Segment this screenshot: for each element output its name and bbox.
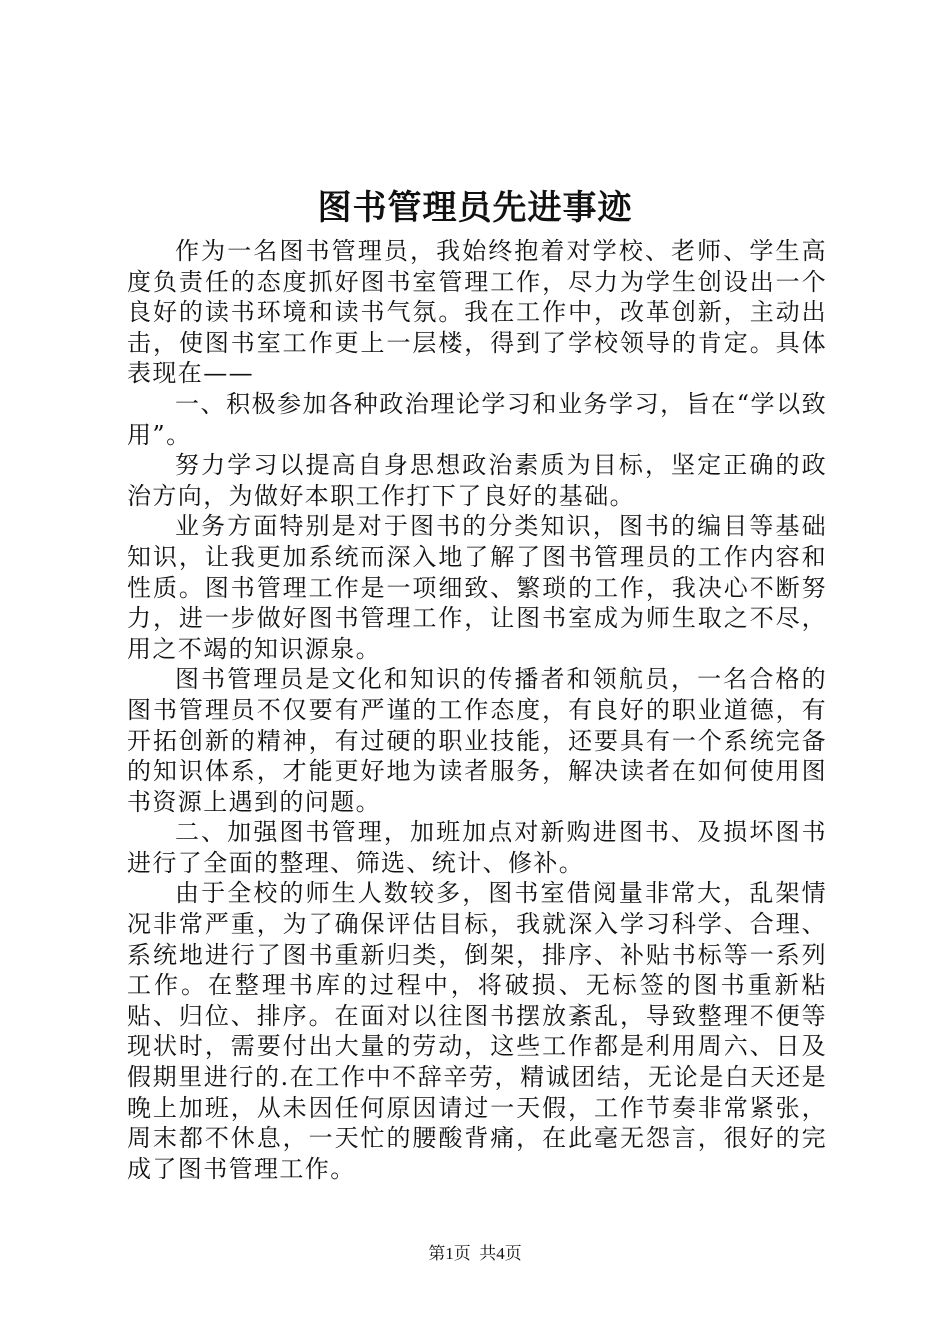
paragraph-librarian-role: 图书管理员是文化和知识的传播者和领航员，一名合格的图书管理员不仅要有严谨的工作态度，有良好的职业道德，有开拓创新的精神，有过硬的职业技能，还要具有一个系统完备的知识体系，才能更好地为读者服务，解决读者在如何使用图书资源上遇到的问题。: [127, 665, 827, 816]
paragraph-study: 努力学习以提高自身思想政治素质为目标，坚定正确的政治方向，为做好本职工作打下了良好的基础。: [127, 451, 827, 510]
paragraph-section-two-heading: 二、加强图书管理，加班加点对新购进图书、及损坏图书进行了全面的整理、筛选、统计、修补。: [127, 818, 827, 877]
page-footer: [0, 1243, 950, 1265]
paragraph-section-one-heading: 一、积极参加各种政治理论学习和业务学习，旨在“学以致用”。: [127, 389, 827, 449]
document-title: 图书管理员先进事迹: [317, 188, 633, 228]
paragraph-reorganization: 由于全校的师生人数较多，图书室借阅量非常大，乱架情况非常严重，为了确保评估目标，我就深入学习科学、合理、系统地进行了图书重新归类，倒架，排序、补贴书标等一系列工作。在整理书库的过程中，将破损、无标签的图书重新粘贴、归位、排序。在面对以往图书摆放紊乱，导致整理不便等现状时，需要付出大量的劳动，这些工作都是利用周六、日及假期里进行的.在工作中不辞辛劳，精诚团结，无论是白天还是晚上加班，从未因任何原因请过一天假，工作节奏非常紧张，周末都不休息，一天忙的腰酸背痛，在此毫无怨言，很好的完成了图书管理工作。: [127, 879, 827, 1183]
document-body: [127, 236, 827, 1184]
paragraph-business: 业务方面特别是对于图书的分类知识，图书的编目等基础知识，让我更加系统而深入地了解了图书管理员的工作内容和性质。图书管理工作是一项细致、繁琐的工作，我决心不断努力，进一步做好图书管理工作，让图书室成为师生取之不尽，用之不竭的知识源泉。: [127, 512, 827, 663]
paragraph-intro: 作为一名图书管理员，我始终抱着对学校、老师、学生高度负责任的态度抓好图书室管理工作，尽力为学生创设出一个良好的读书环境和读书气氛。我在工作中，改革创新，主动出击，使图书室工作更上一层楼，得到了学校领导的肯定。具体表现在——: [127, 237, 827, 388]
page-number: 第1页 共4页: [428, 1244, 522, 1263]
